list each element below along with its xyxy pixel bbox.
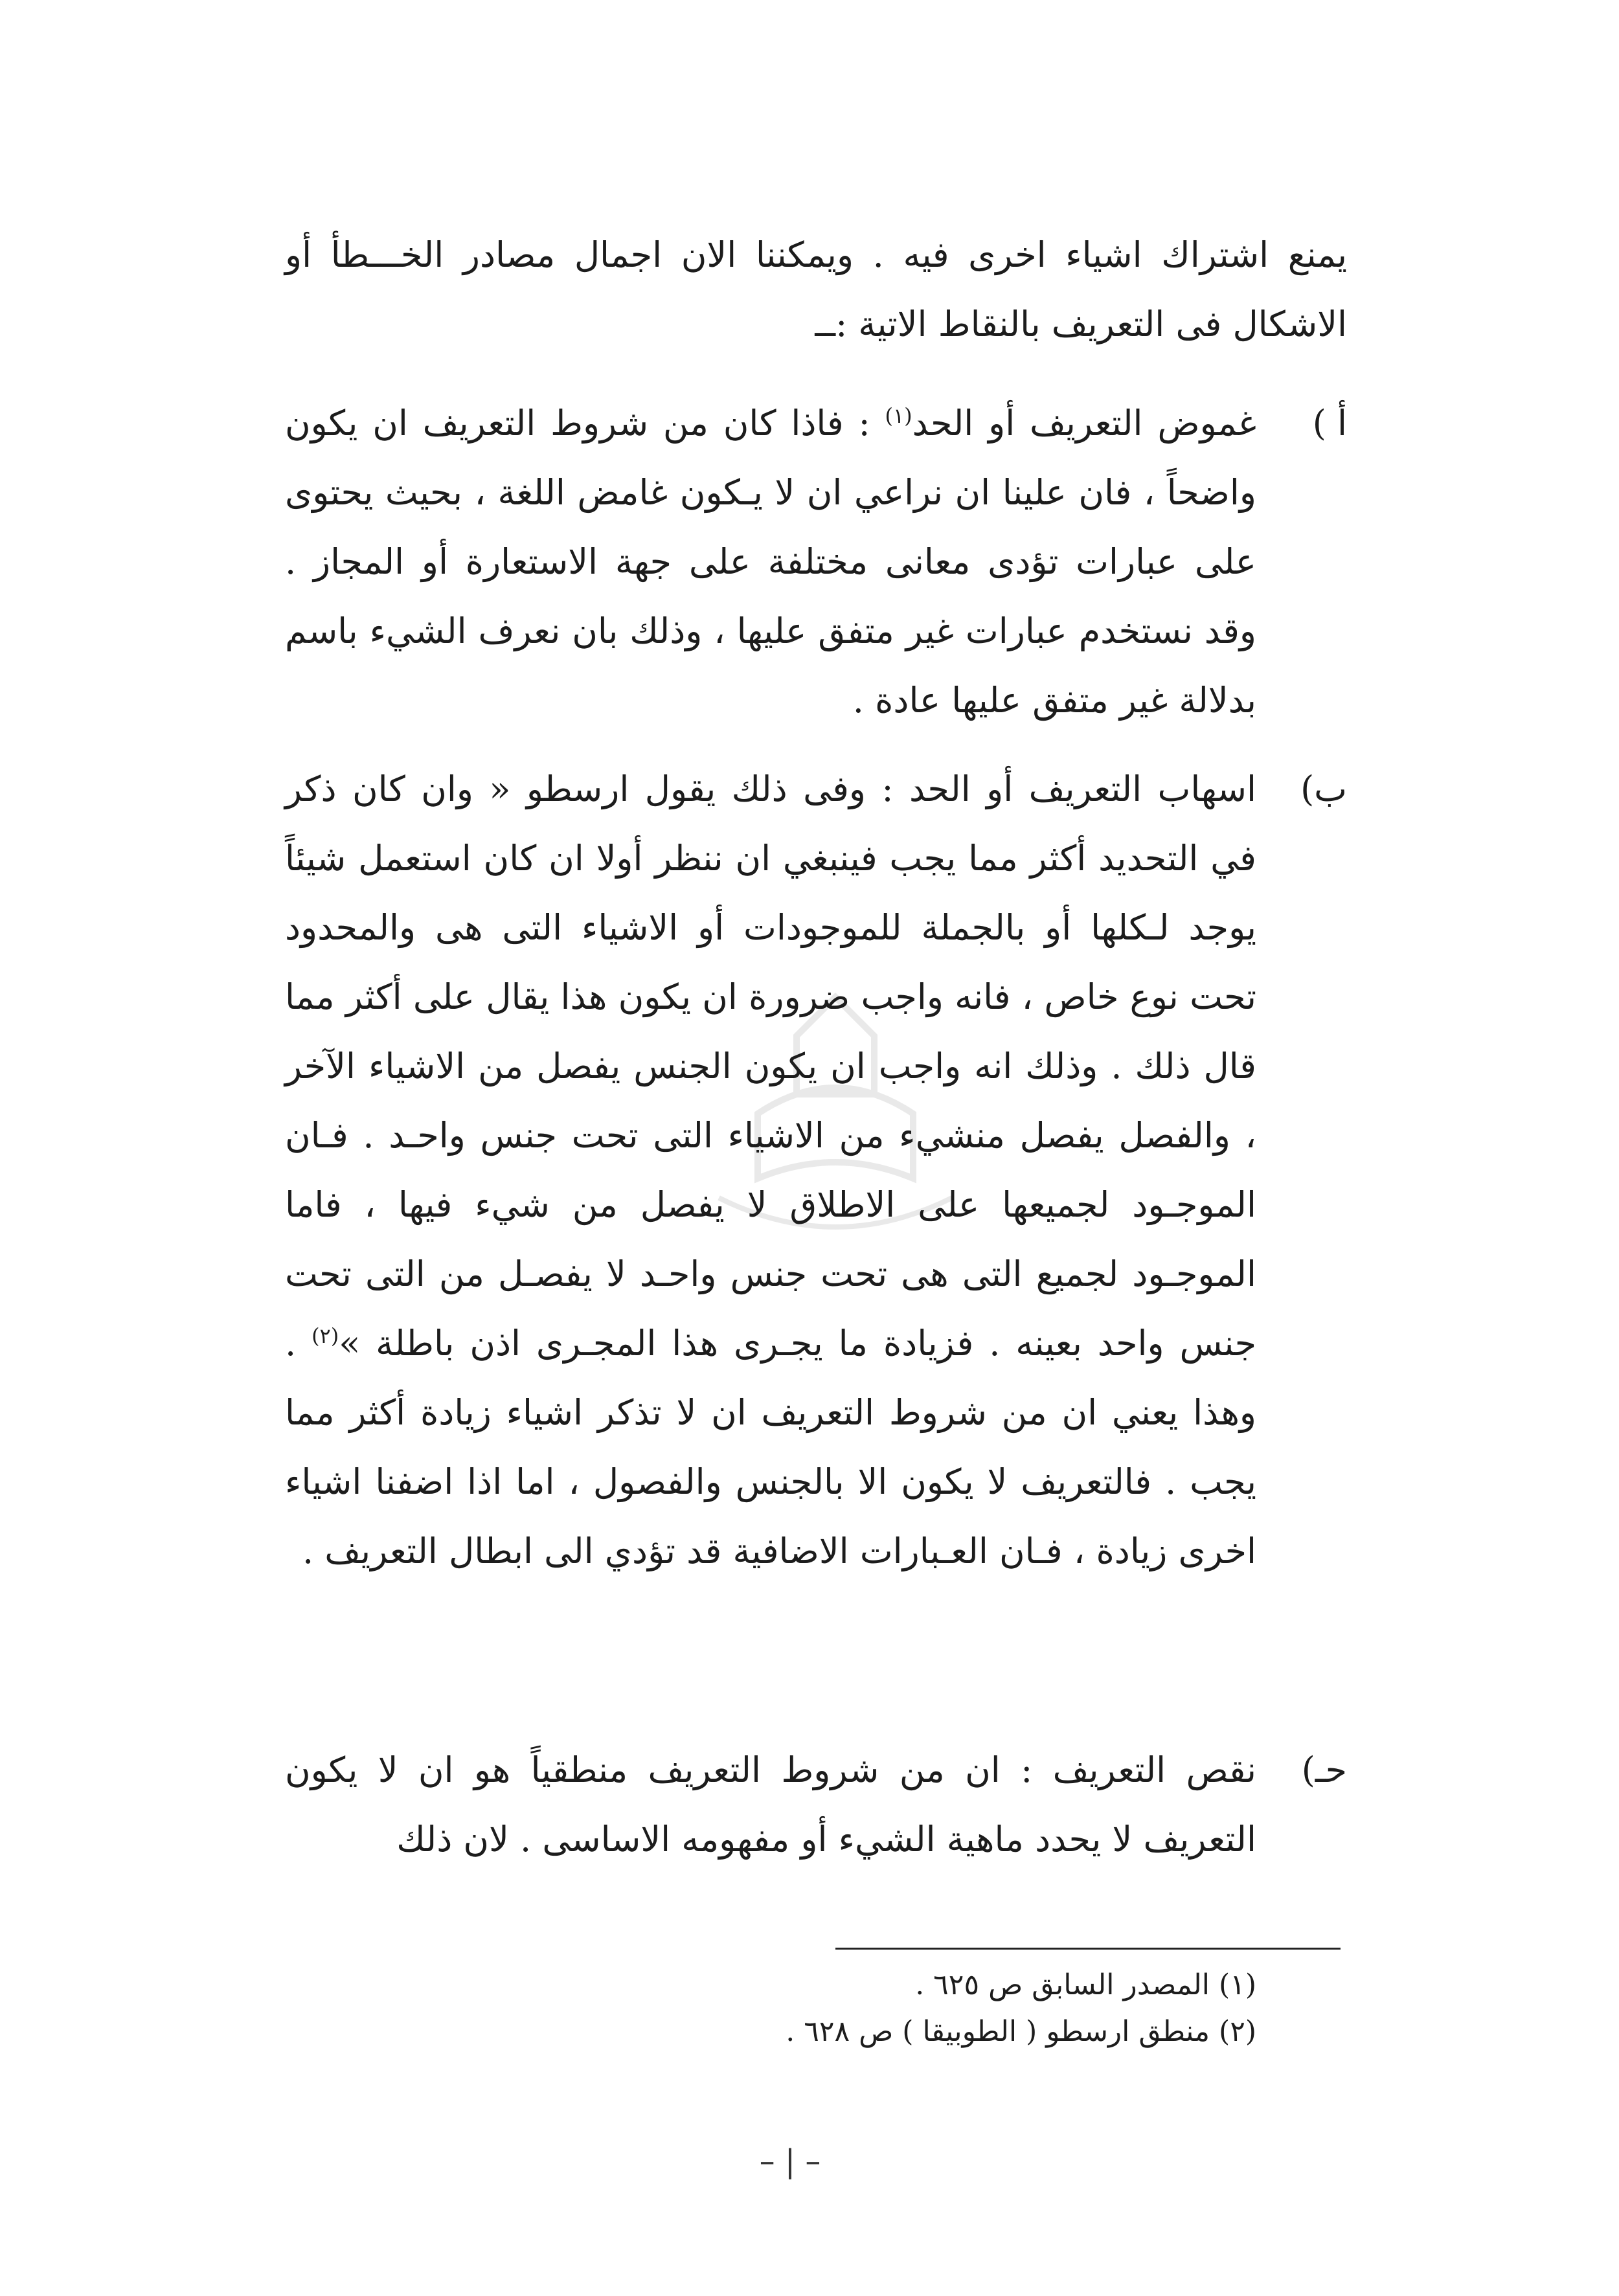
item-text: . وهذا يعني ان من شروط التعريف ان لا تذكر اشياء زيادة أكثر مما يجب . فالتعريف لا يكون الا بالجنس والفصول ، اما اذا اضفنا اشياء اخرى زيادة ، فـان العـبارات الاضافية قد تؤدي الى ابطال التعريف . xyxy=(285,1323,1256,1571)
list-item-body xyxy=(285,754,1256,1586)
page-number: – | – xyxy=(759,2143,821,2179)
footnote-1: (١) المصدر السابق ص ٦٢٥ . xyxy=(915,1968,1256,2001)
footnote-ref[interactable]: (١) xyxy=(885,403,912,428)
item-lead: نقص التعريف : ان من شروط التعريف منطقياً هو ان لا يكون التعريف لا يحدد ماهية الشيء أو مفهومه الاساسى . لان ذلك xyxy=(285,1750,1256,1860)
footnote-divider xyxy=(835,1948,1341,1950)
item-lead: غموض التعريف أو الحد xyxy=(912,403,1256,444)
list-item-c xyxy=(285,1735,1347,1874)
intro-text: يمنع اشتراك اشياء اخرى فيه . ويمكننا الان اجمال مصادر الخـــطأ أو الاشكال فى التعريف بالنقاط الاتية :ــ xyxy=(285,234,1347,344)
list-marker: ب) xyxy=(1300,769,1347,809)
item-lead: اسهاب التعريف أو الحد : وفى ذلك يقول ارسطو « وان كان ذكر في التحديد أكثر مما يجب فينبغي ان ننظر أولا ان كان استعمل شيئاً يوجد لـكلها أو بالجملة للموجودات أو الاشياء التى هى والمحدود تحت نوع خاص ، فانه واجب ضرورة ان يكون هذا يقال على أكثر مما قال ذلك . وذلك انه واجب ان يكون الجنس يفصل من الاشياء الآخر ، والفصل يفصل منشيء من الاشياء التى تحت جنس واحـد . فـان الموجـود لجميعها على الاطلاق لا يفصل من شيء فيها ، فاما الموجـود لجميع التى هى تحت جنس واحـد لا يفصـل من التى تحت جنس واحد بعينه . فزيادة ما يجـرى هذا المجـرى اذن باطلة » xyxy=(285,769,1256,1364)
list-marker: حـ) xyxy=(1301,1750,1347,1790)
footnotes xyxy=(674,1962,1256,2055)
list-item-body xyxy=(285,1735,1256,1874)
list-item-a xyxy=(285,388,1347,735)
list-marker: أ ) xyxy=(1312,403,1347,444)
list-item-body xyxy=(285,388,1256,735)
list-item-b xyxy=(285,754,1347,1586)
item-text: : فاذا كان من شروط التعريف ان يكون واضحاً ، فان علينا ان نراعي ان لا يـكون غامض اللغة ، بحيث يحتوى على عبارات تؤدى معانى مختلفة على جهة الاستعارة أو المجاز . وقد نستخدم عبارات غير متفق عليها ، وذلك بان نعرف الشيء باسم بدلالة غير متفق عليها عادة . xyxy=(285,403,1256,721)
intro-paragraph xyxy=(285,220,1347,359)
footnote-ref[interactable]: (٢) xyxy=(311,1323,339,1348)
footnote-2: (٢) منطق ارسطو ( الطوبيقا ) ص ٦٢٨ . xyxy=(786,2015,1256,2048)
